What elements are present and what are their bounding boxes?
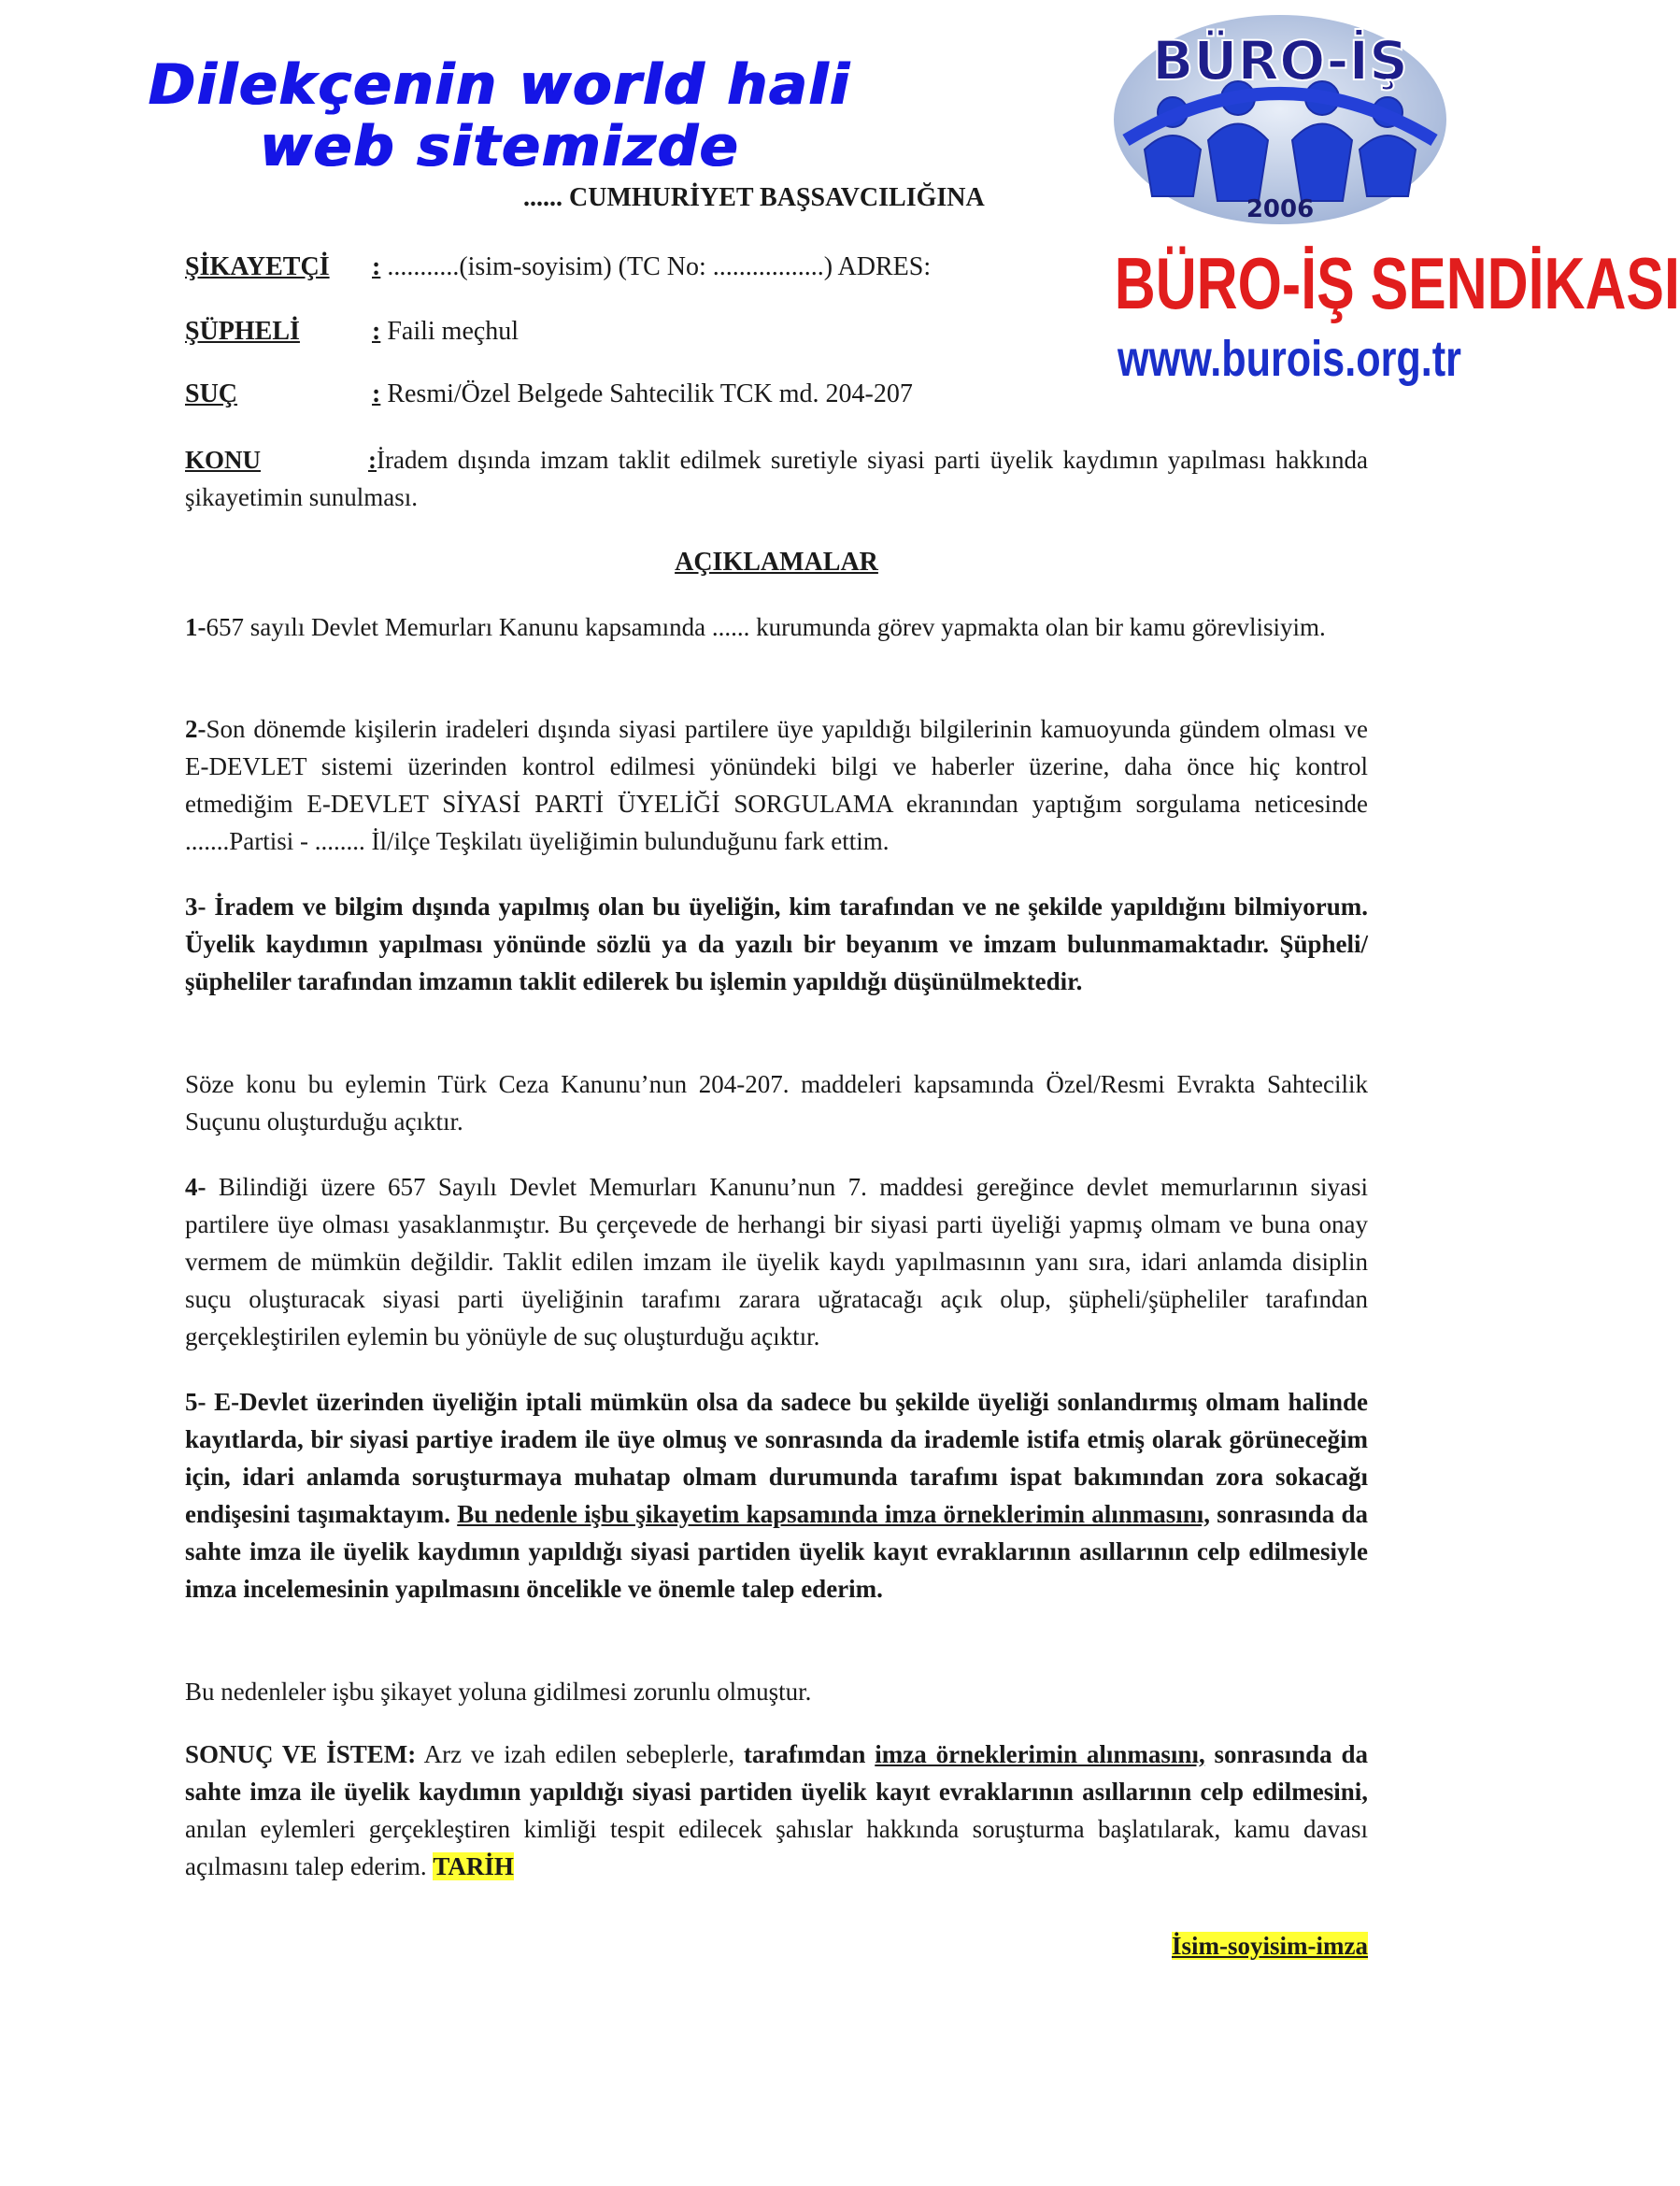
paragraph-3b: Söze konu bu eylemin Türk Ceza Kanunu’nun 204-207. maddeleri kapsamında Özel/Resmi Evrakta Sahtecilik Suçunu oluşturduğu açıktır. [185, 1070, 1368, 1136]
promo-heading [140, 54, 860, 178]
suspect-row: ŞÜPHELİ : Faili meçhul [185, 313, 519, 350]
promo-line-2: web sitemizde [260, 114, 740, 179]
logo-text: BÜRO-İŞ [1152, 29, 1408, 93]
paragraph-1: 1-657 sayılı Devlet Memurları Kanunu kapsamında ...... kurumunda görev yapmakta olan bir kamu görevlisiyim. [185, 613, 1326, 641]
conclusion-label: SONUÇ VE İSTEM: [185, 1740, 417, 1768]
paragraph-5-underlined: Bu nedenle işbu şikayetim kapsamında imza örneklerimin alınmasını, [457, 1500, 1211, 1528]
signature-block [185, 1927, 1368, 1965]
buro-is-logo [1107, 9, 1453, 229]
subject-label: KONU [185, 446, 261, 474]
paragraph-3: 3- İradem ve bilgim dışında yapılmış olan bu üyeliğin, kim tarafından ve ne şekilde yapıldığını bilmiyorum. Üyelik kaydımın yapılması yönünde sözlü ya da yazılı bir beyanım ve imzam bulunmamaktadır. Şüpheli/şüpheliler tarafından imzamın taklit edilerek bu işlemin yapıldığı düşünülmektedir. [185, 893, 1368, 995]
brand-block [1065, 238, 1680, 390]
crime-label: SUÇ [185, 379, 238, 408]
signature-placeholder: İsim-soyisim-imza [1172, 1932, 1368, 1960]
subject-value: İradem dışında imzam taklit edilmek suretiyle siyasi parti üyelik kaydımın yapılması hakkında şikayetimin sunulması. [185, 446, 1368, 511]
promo-line-1: Dilekçenin world hali [149, 52, 851, 118]
suspect-value: Faili meçhul [387, 317, 520, 346]
paragraph-6: Bu nedenleler işbu şikayet yoluna gidilmesi zorunlu olmuştur. [185, 1678, 812, 1706]
section-title: AÇIKLAMALAR [675, 548, 878, 577]
date-placeholder: TARİH [433, 1852, 514, 1880]
paragraph-2: 2-Son dönemde kişilerin iradeleri dışında siyasi partilere üye yapıldığı bilgilerinin kamuoyunda gündem olması ve E-DEVLET sistemi üzerinden kontrol edilmesi yönündeki bilgi ve haberler üzerine, daha önce hiç kontrol etmediğim E-DEVLET SİYASİ PARTİ ÜYELİĞİ SORGULAMA ekranından yaptığım sorgulama neticesinde .......Partisi - ........ İl/ilçe Teşkilatı üyeliğimin bulunduğunu fark ettim. [185, 715, 1368, 855]
paragraph-4: 4- Bilindiği üzere 657 Sayılı Devlet Memurları Kanunu’nun 7. maddesi gereğince devlet memurlarının siyasi partilere üye olması yasaklanmıştır. Bu çerçevede de herhangi bir siyasi parti üyeliği yapmış olmam ve buna onay vermem de mümkün değildir. Taklit edilen imzam ile üyelik kaydı yapılmasının yanı sıra, idari anlamda disiplin suçu oluşturacak siyasi parti üyeliğinin tarafımı zarara uğratacağı açık olup, şüpheli/şüpheliler tarafından gerçekleştirilen eylemin bu yönüyle de suç oluşturduğu açıktır. [185, 1173, 1368, 1350]
conclusion-paragraph: SONUÇ VE İSTEM: Arz ve izah edilen sebeplerle, tarafımdan imza örneklerimin alınmasını, sonrasında da sahte imza ile üyelik kaydımın yapıldığı siyasi partiden üyelik kayıt evraklarının asıllarının celp edilmesini, anılan eylemleri gerçekleştiren kimliği tespit edilecek şahıslar hakkında soruşturma başlatılarak, kamu davası açılmasını talep ederim. TARİH [185, 1740, 1368, 1880]
subject-paragraph: KONU :İradem dışında imzam taklit edilmek suretiyle siyasi parti üyelik kaydımın yapılması hakkında şikayetimin sunulması. [185, 441, 1368, 516]
complainant-row: ŞİKAYETÇİ : ...........(isim-soyisim) (TC No: .................) ADRES: [185, 249, 931, 286]
logo-year: 2006 [1246, 195, 1315, 223]
complainant-label: ŞİKAYETÇİ [185, 252, 330, 281]
complainant-value: ...........(isim-soyisim) (TC No: .................) ADRES: [387, 252, 932, 281]
crime-value: Resmi/Özel Belgede Sahtecilik TCK md. 204-207 [387, 379, 913, 408]
crime-row: SUÇ : Resmi/Özel Belgede Sahtecilik TCK md. 204-207 [185, 376, 913, 413]
document-title: ...... CUMHURİYET BAŞSAVCILIĞINA [523, 183, 985, 212]
suspect-label: ŞÜPHELİ [185, 317, 300, 346]
brand-website: www.burois.org.tr [1117, 331, 1461, 387]
brand-name: BÜRO-İŞ SENDİKASI [1114, 242, 1680, 324]
paragraph-5: 5- E-Devlet üzerinden üyeliğin iptali mümkün olsa da sadece bu şekilde üyeliği sonlandırmış olmam halinde kayıtlarda, bir siyasi partiye iradem ile üye olmuş ve sonrasında da irademle istifa etmiş olarak görüneceğim için, idari anlamda soruşturmaya muhatap olmam durumunda tarafımı ispat bakımından zora sokacağı endişesini taşımaktayım. Bu nedenle işbu şikayetim kapsamında imza örneklerimin alınmasını, sonrasında da sahte imza ile üyelik kaydımın yapıldığı siyasi partiden üyelik kayıt evraklarının asıllarının celp edilmesiyle imza incelemesinin yapılmasını öncelikle ve önemle talep ederim. [185, 1388, 1368, 1603]
